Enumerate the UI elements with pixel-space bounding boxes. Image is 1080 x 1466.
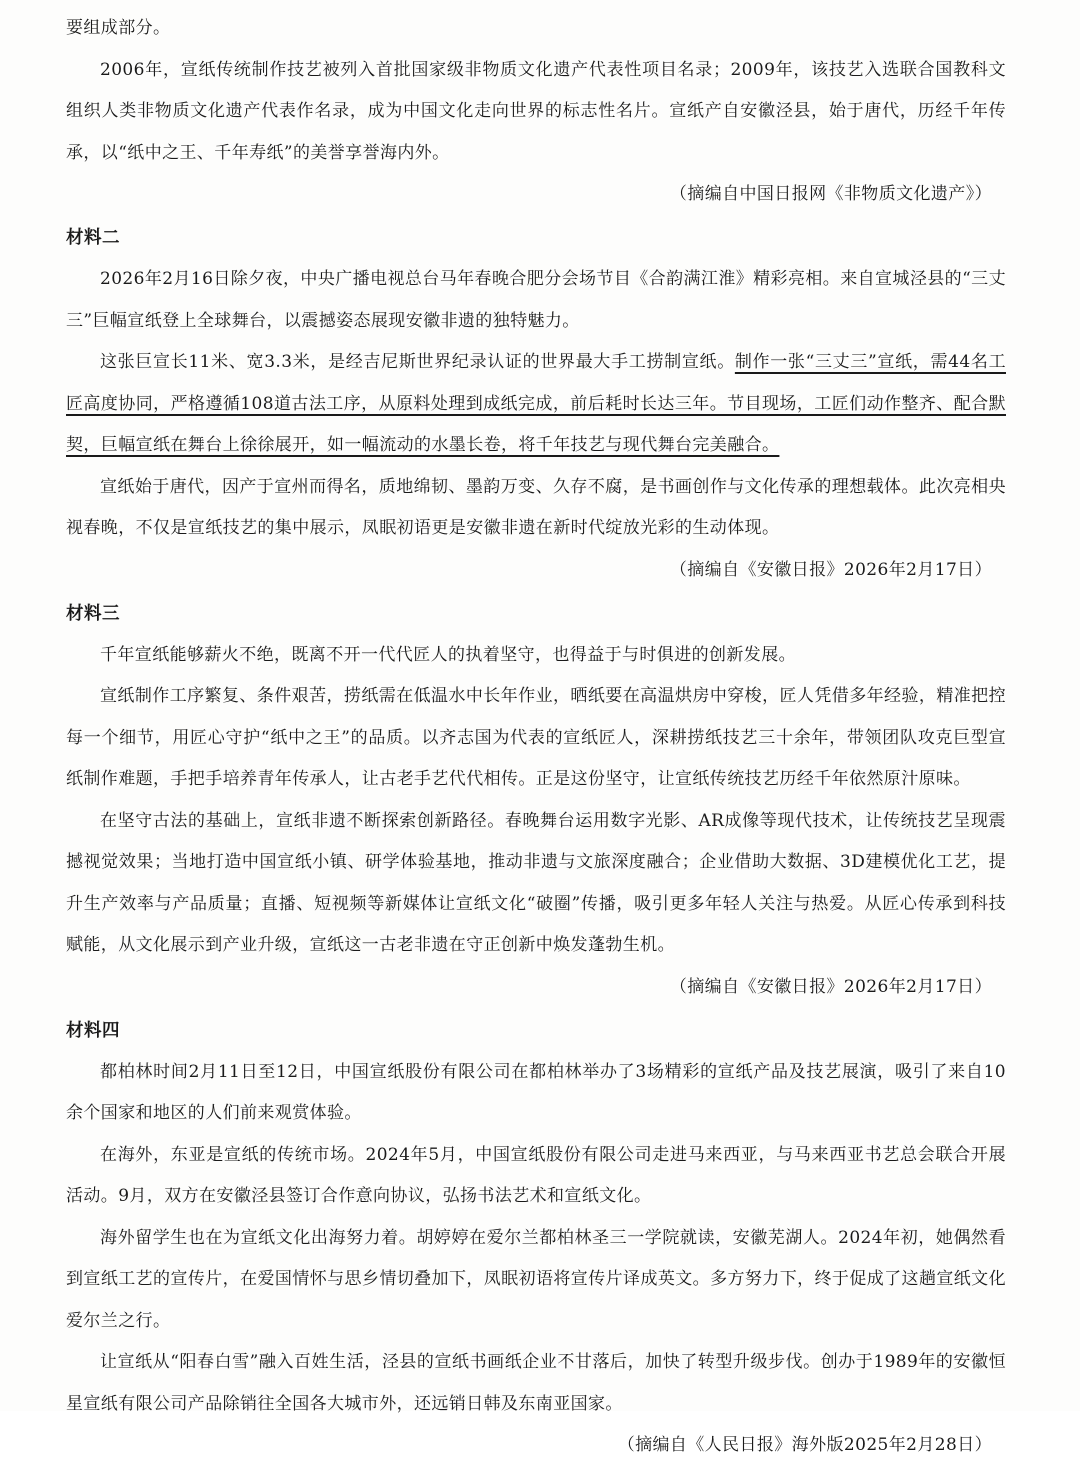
section-heading-material-3: 材料三 xyxy=(66,603,120,624)
paragraph: 都柏林时间2月11日至12日，中国宣纸股份有限公司在都柏林举办了3场精彩的宣纸产品及技艺展演，吸引了来自10余个国家和地区的人们前来观赏体验。 xyxy=(66,1061,1006,1123)
source-citation: （摘编自《人民日报》海外版2025年2月28日） xyxy=(617,1435,992,1455)
paragraph: 在海外，东亚是宣纸的传统市场。2024年5月，中国宣纸股份有限公司走进马来西亚，与马来西亚书艺总会联合开展活动。9月，双方在安徽泾县签订合作意向协议，弘扬书法艺术和宣纸文化。 xyxy=(66,1144,1006,1206)
source-citation: （摘编自《安徽日报》2026年2月17日） xyxy=(669,976,992,997)
paragraph: 宣纸始于唐代，因产于宣州而得名，质地绵韧、墨韵万变、久存不腐，是书画创作与文化传承的理想载体。此次亮相央视春晚，不仅是宣纸技艺的集中展示，凤眠初语更是安徽非遗在新时代绽放光彩的生动体现。 xyxy=(66,476,1006,538)
source-citation: （摘编自《安徽日报》2026年2月17日） xyxy=(669,559,992,580)
paragraph: 宣纸制作工序繁复、条件艰苦，捞纸需在低温水中长年作业，晒纸要在高温烘房中穿梭，匠人凭借多年经验，精准把控每一个细节，用匠心守护“纸中之王”的品质。以齐志国为代表的宣纸匠人，深耕捞纸技艺三十余年，带领团队攻克巨型宣纸制作难题，手把手培养青年传承人，让古老手艺代代相传。正是这份坚守，让宣纸传统技艺历经千年依然原汁原味。 xyxy=(66,686,1006,789)
document-body xyxy=(66,8,1006,1466)
section-heading-material-2: 材料二 xyxy=(66,228,120,248)
section-heading-material-4: 材料四 xyxy=(66,1020,120,1041)
source-citation: （摘编自中国日报网《非物质文化遗产》） xyxy=(669,184,992,204)
paragraph: 海外留学生也在为宣纸文化出海努力着。胡婷婷在爱尔兰都柏林圣三一学院就读，安徽芜湖人。2024年初，她偶然看到宣纸工艺的宣传片，在爱国情怀与思乡情切叠加下，凤眠初语将宣传片译成英文。多方努力下，终于促成了这趟宣纸文化爱尔兰之行。 xyxy=(66,1227,1006,1331)
paragraph: 2006年，宣纸传统制作技艺被列入首批国家级非物质文化遗产代表性项目名录；2009年，该技艺入选联合国教科文组织人类非物质文化遗产代表作名录，成为中国文化走向世界的标志性名片。宣纸产自安徽泾县，始于唐代，历经千年传承，以“纸中之王、千年寿纸”的美誉享誉海内外。 xyxy=(66,59,1006,163)
plain-text: 这张巨宣长11米、宽3.3米，是经吉尼斯世界纪录认证的世界最大手工捞制宣纸。 xyxy=(100,352,735,372)
paragraph: 千年宣纸能够薪火不绝，既离不开一代代匠人的执着坚守，也得益于与时俱进的创新发展。 xyxy=(100,644,796,665)
paragraph: 2026年2月16日除夕夜，中央广播电视总台马年春晚合肥分会场节目《合韵满江淮》精彩亮相。来自宣城泾县的“三丈三”巨幅宣纸登上全球舞台，以震撼姿态展现安徽非遗的独特魅力。 xyxy=(66,269,1006,331)
underlined-text: 制作一张“三丈三”宣纸，需44名工匠高度协同，严格遵循108道古法工序，从原料处理到成纸完成，前后耗时长达三年。节目现场，工匠们动作整齐、配合默契，巨幅宣纸在舞台上徐徐展开，如一幅流动的水墨长卷，将千年技艺与现代舞台完美融合。 xyxy=(66,352,1006,455)
paragraph-with-underline xyxy=(66,342,1006,467)
paragraph: 让宣纸从“阳春白雪”融入百姓生活，泾县的宣纸书画纸企业不甘落后，加快了转型升级步伐。创办于1989年的安徽恒星宣纸有限公司产品除销往全国各大城市外，还远销日韩及东南亚国家。 xyxy=(66,1352,1006,1414)
continued-text: 要组成部分。 xyxy=(66,18,171,38)
paragraph: 在坚守古法的基础上，宣纸非遗不断探索创新路径。春晚舞台运用数字光影、AR成像等现代技术，让传统技艺呈现震撼视觉效果；当地打造中国宣纸小镇、研学体验基地，推动非遗与文旅深度融合；企业借助大数据、3D建模优化工艺，提升生产效率与产品质量；直播、短视频等新媒体让宣纸文化“破圈”传播，吸引更多年轻人关注与热爱。从匠心传承到科技赋能，从文化展示到产业升级，宣纸这一古老非遗在守正创新中焕发蓬勃生机。 xyxy=(66,810,1006,955)
